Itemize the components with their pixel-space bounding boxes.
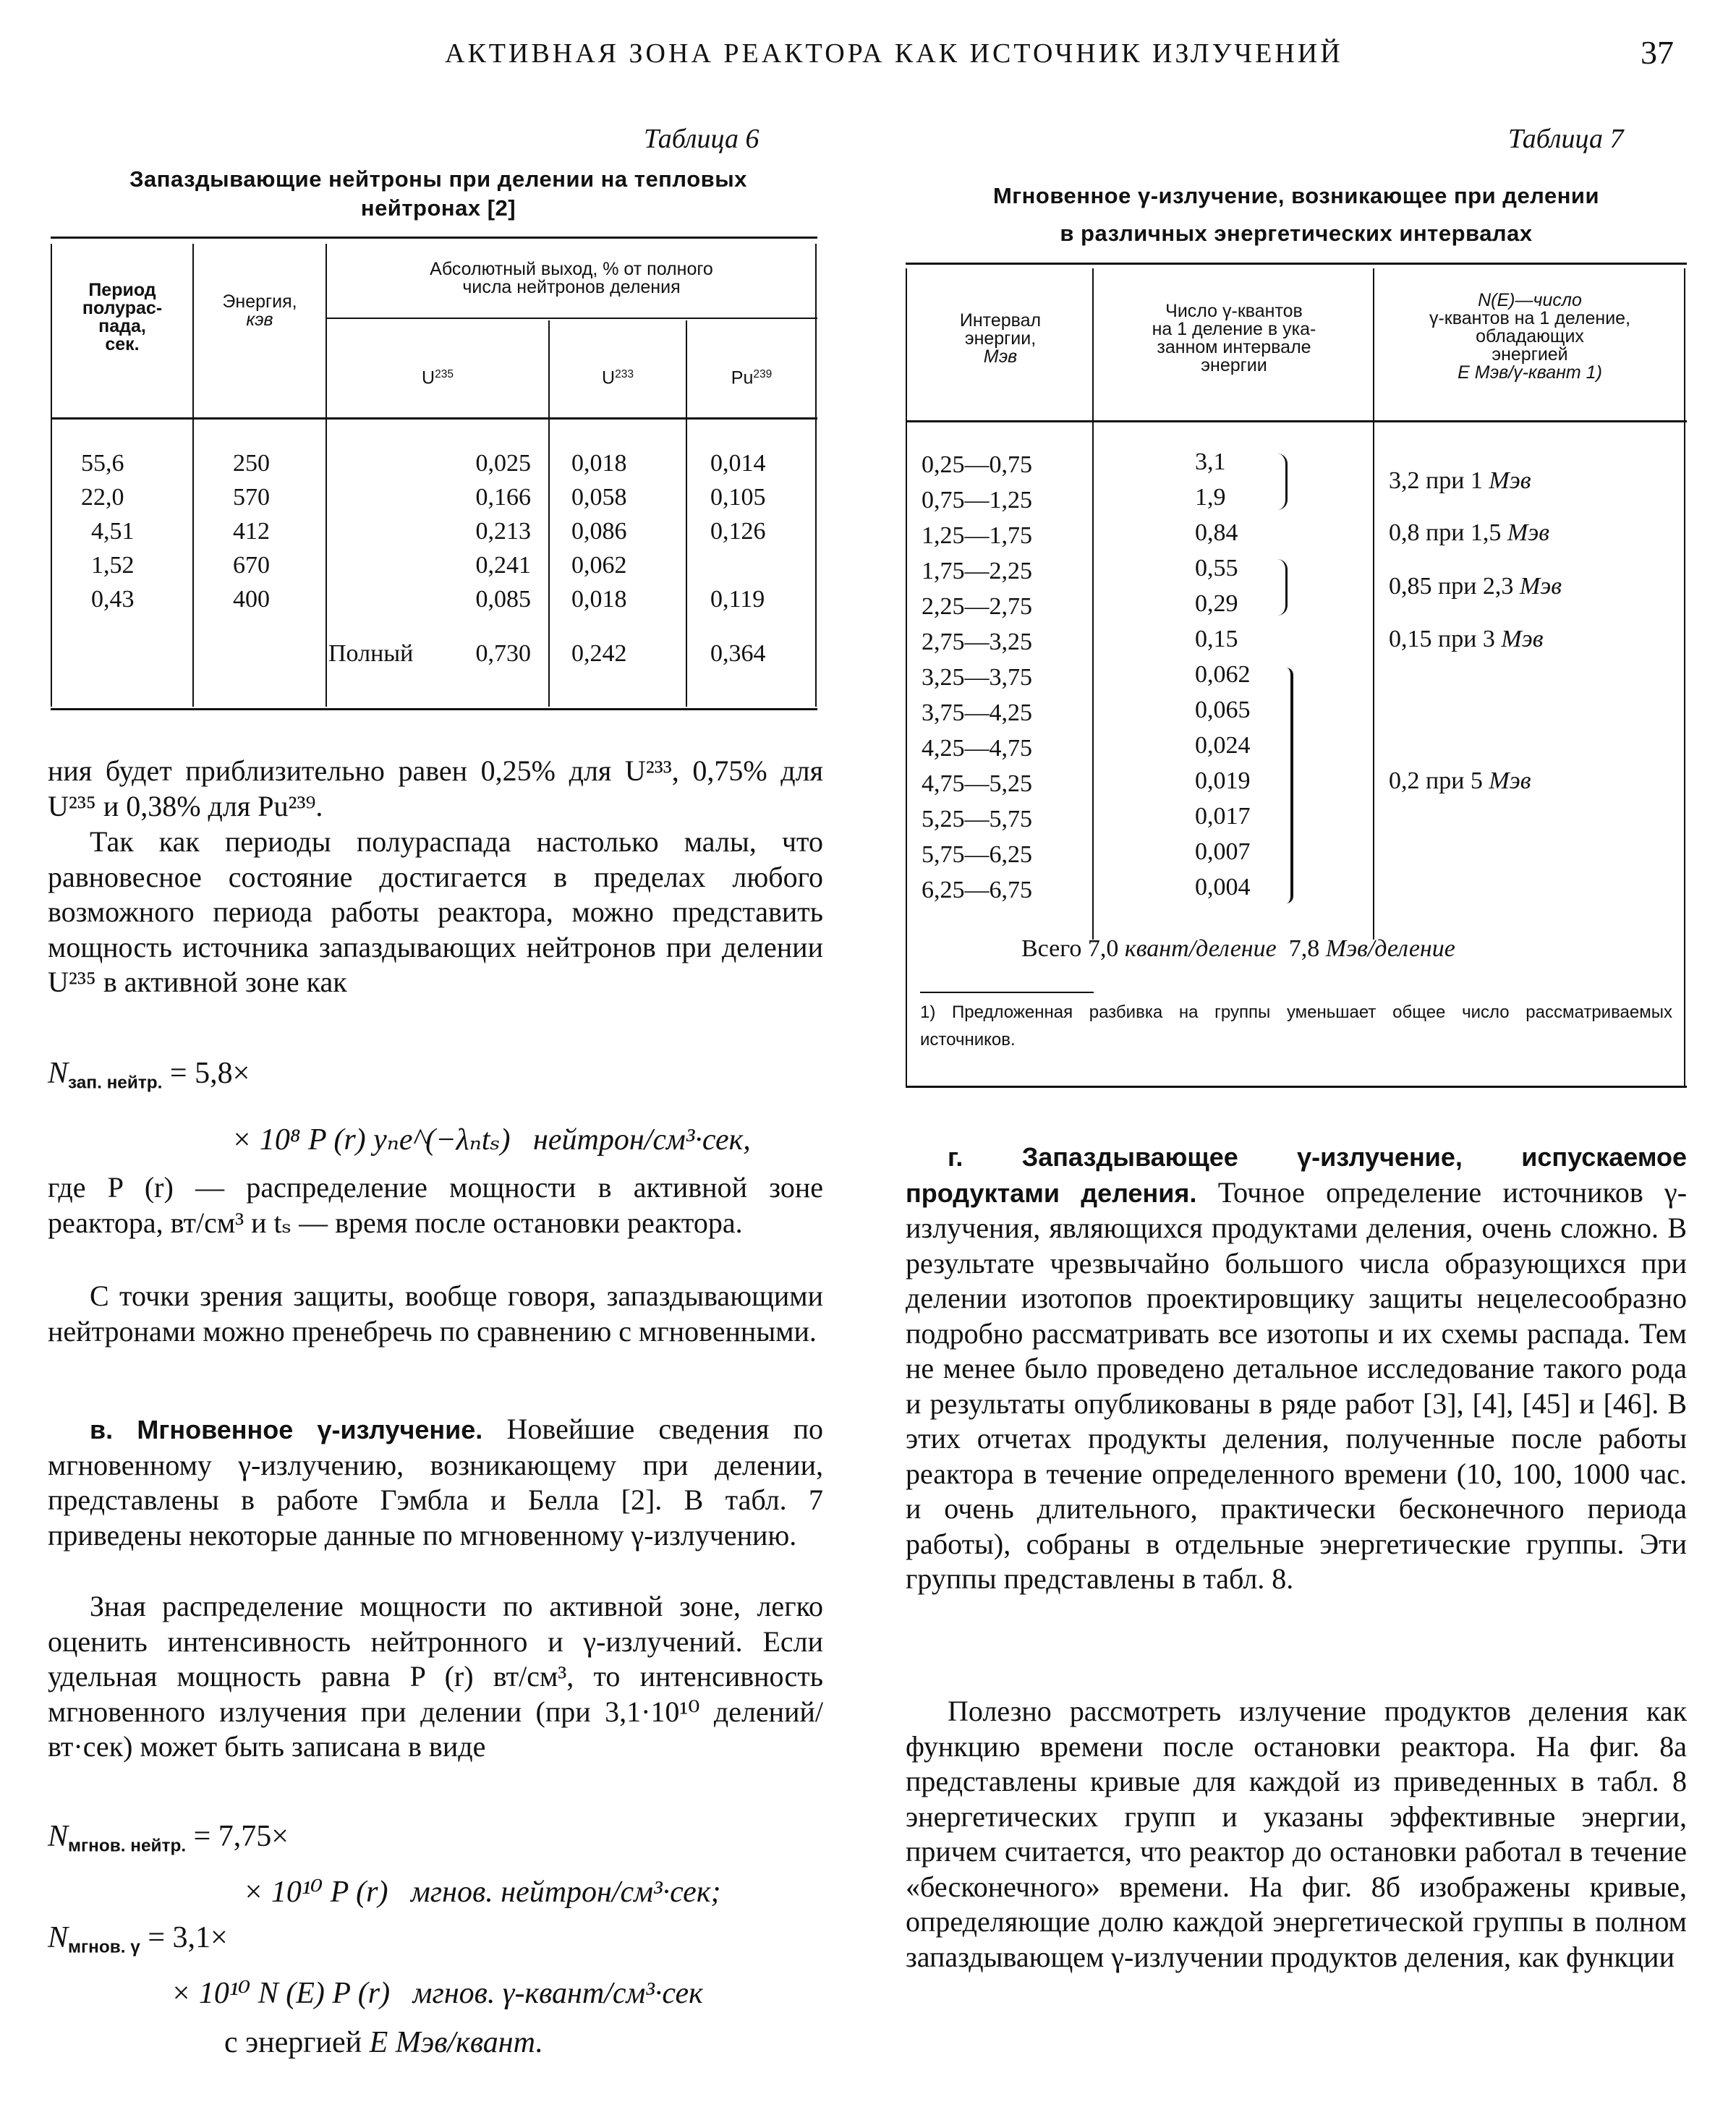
table-bottom-rule	[906, 1086, 1687, 1088]
section-prompt-gamma: в. Мгновенное γ-излучение. Новейшие сведения по мгновенному γ-излучению, возникающему при делении, представлены в работе Гэмбла и Белла [2]. В табл. 7 приведены некоторые данные по мгновенному γ-излучению.	[48, 1413, 824, 1551]
table-7-label: Таблица 7	[1508, 124, 1624, 154]
column-divider	[326, 244, 327, 707]
table-bottom-rule	[51, 708, 817, 710]
table-right-border	[815, 244, 817, 707]
column-divider	[1092, 268, 1094, 940]
table-header-rule	[906, 420, 1687, 422]
formula-prompt-neutrons-line2: × 10¹⁰ P (r) мгнов. нейтрон/см³·сек;	[243, 1876, 721, 1909]
formula-prompt-neutrons: $N_{мгнов. нейтр.} = 7,75\times$	[48, 1820, 289, 1856]
header-pu239: Pu$^{239}$	[731, 367, 773, 388]
table-6-label: Таблица 6	[644, 124, 760, 154]
section-heading: в. Мгновенное γ-излучение.	[90, 1415, 483, 1444]
group-value: 0,8 при 1,5 Мэв	[1389, 519, 1549, 546]
running-title: АКТИВНАЯ ЗОНА РЕАКТОРА КАК ИСТОЧНИК ИЗЛУЧЕНИЙ	[445, 38, 1343, 69]
table-7-grid: Интервал энергии, Мэв Число γ-квантов на 1 деление в ука- занном интервале энергии N(E)—число γ-квантов на 1 деление, обладающих энергией E Мэв/γ-квант 1) 0,25—0,75 3,1 0,75—1,25 1,9 1,25—1,75 0,84 1,75—2,25 0,55 2,25—2,75 0,29 2,75—3,25 0,15 3,25—3,75 0,062 3,75—4,25 0,065 4,25—4,75 0,024 4,75—5,25 0,019 5,25—5,75 0,017 5,75—6,25 0,007 6,25—6,75 0,004 3,2 при 1 Мэв 0,8 при 1,5 Мэв 0,85 при 2,3 Мэв 0,15 при 3 Мэв 0,2 при 5 Мэв Всего 7,0 квант/деление 7,8 Мэв/деление 1) Предложенная разбивка на группы уменьшает общее число рассматриваемых источников.	[906, 263, 1687, 1087]
table-7-footnote: 1) Предложенная разбивка на группы уменьшает общее число рассматриваемых источников.	[920, 1003, 1672, 1050]
footnote-rule	[920, 992, 1094, 993]
header-quanta-count: Число γ-квантов на 1 деление в ука- занном интервале энергии	[1152, 301, 1316, 375]
table-top-rule	[906, 263, 1687, 265]
column-divider	[1373, 268, 1374, 940]
formula-delayed-neutrons: $N_{зап. нейтр.} = 5,8\times$	[48, 1057, 250, 1093]
header-u233: $U^{233}$	[602, 367, 634, 388]
paragraph: С точки зрения защиты, вообще говоря, запаздывающими нейтронами можно пренебречь по сравнению с мгновенными.	[48, 1280, 823, 1348]
section-delayed-gamma: г. Запаздывающее γ-излучение, испускаемое продуктами деления. Точное определение источников γ-излучения, являющихся продуктами деления, очень сложно. В результате чрезвычайно большого числа образующихся при делении изотопов проектировщику защиты нецелесообразно подробно рассматривать все изотопы и их схемы распада. Тем не менее было проведено детальное исследование такого рода и результаты опубликованы в ряде работ [3], [4], [45] и [46]. В этих отчетах продукты деления, полученные после работы реактора в течение определенного времени (10, 100, 1000 час. и очень длительного, практически бесконечного периода работы), собраны в отдельные энергетические группы. Эти группы представлены в табл. 8.	[906, 1142, 1688, 1595]
formula-delayed-neutrons-line2: × 10⁸ P (r) yₙe^(−λₙtₛ) нейтрон/см³·сек,	[231, 1123, 751, 1157]
page-number: 37	[1641, 34, 1674, 71]
paragraph: Зная распределение мощности по активной зоне, легко оценить интенсивность нейтронного и γ-излучений. Если удельная мощность равна P (r) вт/см³, то интенсивность мгновенного излучения при делении (при 3,1·10¹⁰ делений/вт·сек) может быть записана в виде	[48, 1590, 823, 1763]
table-6-grid: Период полурас- пада, сек. Энергия, кэв Абсолютный выход, % от полного числа нейтронов деления $U^{235}$ $U^{233}$ Pu$^{239}$ 55,6 250 0,025 0,018 0,014 22,0 570 0,166 0,058 0,105 4,51 412 0,213 0,086 0,126 1,52 670 0,241 0,062 0,43 400 0,085 0,018 0,119 Полный 0,730 0,242 0,364	[51, 237, 817, 710]
group-brace-icon	[1282, 668, 1293, 903]
table-top-rule	[51, 237, 817, 239]
section-heading: г. Запаздывающее γ-излучение, испускаемое продуктами деления.	[906, 1142, 1687, 1208]
header-ne: N(E)—число γ-квантов на 1 деление, обладающих энергией E Мэв/γ-квант 1)	[1429, 290, 1631, 383]
table-right-border	[1684, 268, 1685, 1086]
header-energy-interval: Интервал энергии, Мэв	[959, 310, 1042, 367]
formula-prompt-gamma-line3: с энергией E Мэв/квант.	[224, 2026, 543, 2059]
table-header-rule	[51, 417, 817, 420]
group-brace-icon	[1277, 559, 1288, 616]
formula-prompt-gamma-line2: × 10¹⁰ N (E) P (r) мгнов. γ-квант/см³·сек	[171, 1977, 703, 2010]
header-absolute-yield: Абсолютный выход, % от полного числа нейтронов деления	[430, 259, 713, 297]
formula-prompt-gamma: $N_{мгнов. \gamma} = 3,1\times$	[48, 1921, 228, 1957]
header-period: Период полурас- пада, сек.	[82, 280, 163, 354]
table-subheader-rule	[326, 318, 817, 319]
paragraph: Полезно рассмотреть излучение продуктов деления как функцию времени после остановки реактора. На фиг. 8а представлены кривые для каждой из приведенных в табл. 8 энергетических групп и указаны эффективные энергии, причем считается, что реактор до остановки работал в течение «бесконечного» времени. На фиг. 8б изображены кривые, определяющие долю каждой энергетической группы в полном запаздывающем γ-излучении продуктов деления, как функции	[906, 1695, 1687, 1973]
table-left-border	[906, 268, 907, 1086]
group-value: 0,2 при 5 Мэв	[1389, 767, 1531, 794]
header-energy: Энергия, кэв	[222, 291, 297, 330]
group-value: 3,2 при 1 Мэв	[1389, 467, 1531, 494]
group-value: 0,15 при 3 Мэв	[1389, 626, 1544, 652]
table-6-caption: Запаздывающие нейтроны при делении на тепловых нейтронах [2]	[129, 166, 747, 221]
group-value: 0,85 при 2,3 Мэв	[1389, 573, 1562, 600]
table-7-caption: Мгновенное γ-излучение, возникающее при делении в различных энергетических интервалах	[992, 183, 1600, 246]
table-7-total: Всего 7,0 квант/деление 7,8 Мэв/деление	[1021, 935, 1455, 962]
group-brace-icon	[1277, 454, 1288, 510]
paragraph: где P (r) — распределение мощности в активной зоне реактора, вт/см³ и tₛ — время после остановки реактора.	[48, 1171, 823, 1239]
running-head	[0, 34, 1736, 81]
paragraph: Так как периоды полураспада настолько малы, что равновесное состояние достигается в пределах любого возможного периода работы реактора, можно представить мощность источника запаздывающих нейтронов при делении U²³⁵ в активной зоне как	[48, 825, 823, 998]
table-left-border	[51, 244, 52, 707]
header-u235: $U^{235}$	[422, 367, 454, 388]
paragraph: ния будет приблизительно равен 0,25% для U²³³, 0,75% для U²³⁵ и 0,38% для Pu²³⁹.	[48, 754, 823, 822]
